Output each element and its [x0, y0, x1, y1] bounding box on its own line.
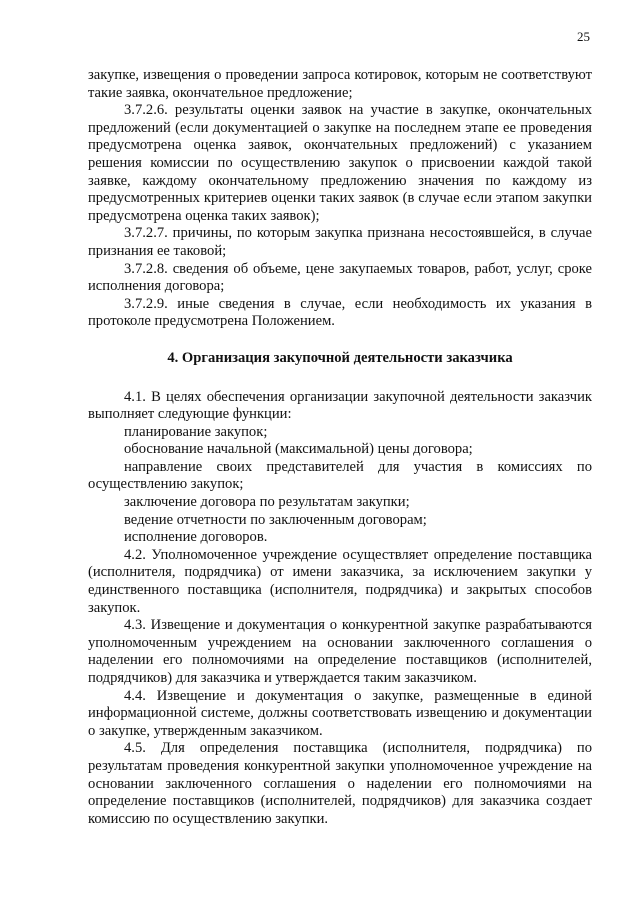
paragraph-4-4: 4.4. Извещение и документация о закупке, размещенные в единой информационной системе, должны соответствовать извещению и документации о закупке, утвержденным заказчиком. — [88, 687, 592, 739]
item-3-7-2-8: 3.7.2.8. сведения об объеме, цене закупаемых товаров, работ, услуг, сроке исполнения договора; — [88, 260, 592, 295]
function-item: заключение договора по результатам закупки; — [124, 494, 410, 511]
page-number: 25 — [577, 29, 590, 44]
paragraph-4-5: 4.5. Для определения поставщика (исполнителя, подрядчика) по результатам проведения конкурентной закупки уполномоченное учреждение на основании заключенного соглашения о наделении его полномочиями на определение поставщиков (исполнителей, подрядчиков) для заказчика создает комиссию по осуществлению закупки. — [88, 740, 592, 827]
function-item: планирование закупок; — [124, 423, 268, 440]
paragraph-4-1: 4.1. В целях обеспечения организации закупочной деятельности заказчик выполняет следующие функции: — [88, 388, 592, 423]
function-item: ведение отчетности по заключенным договорам; — [124, 511, 427, 528]
document-body — [88, 67, 592, 828]
function-item: обоснование начальной (максимальной) цены договора; — [124, 441, 473, 458]
item-3-7-2-7: 3.7.2.7. причины, по которым закупка признана несостоявшейся, в случае признания ее таковой; — [88, 225, 592, 259]
item-3-7-2-9: 3.7.2.9. иные сведения в случае, если необходимость их указания в протоколе предусмотрена Положением. — [88, 295, 592, 330]
paragraph-4-2: 4.2. Уполномоченное учреждение осуществляет определение поставщика (исполнителя, подрядчика) от имени заказчика, за исключением закупки у единственного поставщика (исполнителя, подрядчика) и закрытых способов закупок. — [88, 546, 592, 616]
paragraph-4-3: 4.3. Извещение и документация о конкурентной закупке разрабатываются уполномоченным учреждением на основании заключенного соглашения о наделении его полномочиями на определение поставщиков (исполнителей, подрядчиков) для заказчика и утверждается таким заказчиком. — [88, 617, 592, 686]
continuation-paragraph: закупке, извещения о проведении запроса котировок, которым не соответствуют такие заявка, окончательное предложение; — [88, 67, 592, 101]
function-item: исполнение договоров. — [124, 529, 268, 546]
item-3-7-2-6: 3.7.2.6. результаты оценки заявок на участие в закупке, окончательных предложений (если документацией о закупке на последнем этапе ее проведения предусмотрена оценка заявок, окончательных предложений) с указанием решения комиссии по осуществлению закупок о присвоении каждой такой заявке, каждому окончательному предложению значения по каждому из предусмотренных критериев оценки таких заявок (в случае если этапом закупки предусмотрена оценка таких заявок); — [88, 102, 592, 224]
function-item: направление своих представителей для участия в комиссиях по осуществлению закупок; — [88, 458, 592, 493]
section-heading: 4. Организация закупочной деятельности заказчика — [167, 349, 513, 366]
